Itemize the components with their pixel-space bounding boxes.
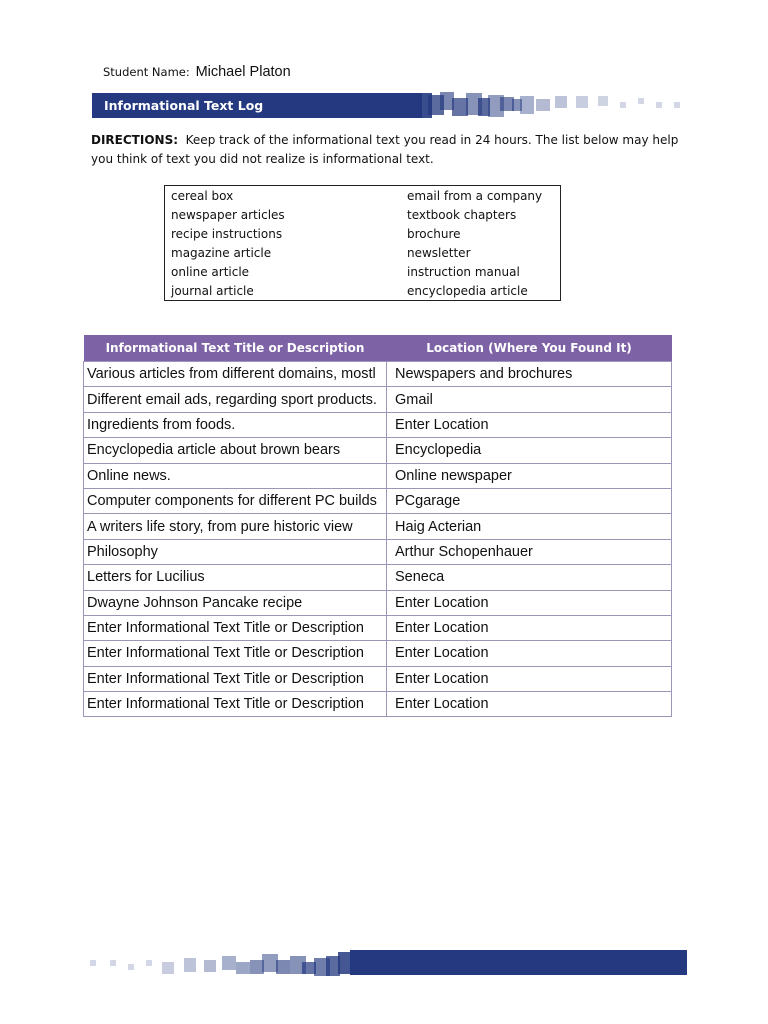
decorative-square [236, 962, 250, 974]
table-row [84, 412, 672, 437]
table-row [84, 362, 672, 387]
location-field[interactable]: Enter Location [387, 615, 672, 640]
example-item: online article [171, 265, 250, 279]
title-description-field[interactable]: Dwayne Johnson Pancake recipe [84, 590, 387, 615]
location-field[interactable]: Enter Location [387, 692, 672, 717]
table-row [84, 692, 672, 717]
location-field[interactable]: Haig Acterian [387, 514, 672, 539]
table-row [84, 666, 672, 691]
location-field[interactable]: Arthur Schopenhauer [387, 539, 672, 564]
footer-bar [350, 950, 687, 975]
title-description-field[interactable]: Online news. [84, 463, 387, 488]
student-name-field[interactable]: Michael Platon [195, 64, 291, 80]
title-description-field[interactable]: Philosophy [84, 539, 387, 564]
decorative-square [656, 102, 662, 108]
decorative-square [162, 962, 174, 974]
example-item: cereal box [171, 189, 234, 203]
table-row [84, 488, 672, 513]
title-description-field[interactable]: Letters for Lucilius [84, 565, 387, 590]
decorative-square [674, 102, 680, 108]
decorative-square [110, 960, 116, 966]
examples-left-column [171, 187, 285, 301]
directions [91, 131, 691, 169]
table-row [84, 565, 672, 590]
informational-text-log-table [83, 335, 672, 717]
decorative-square [128, 964, 134, 970]
title-description-field[interactable]: Enter Informational Text Title or Description [84, 666, 387, 691]
examples-right-column [407, 187, 542, 301]
decorative-square [222, 956, 236, 970]
decorative-square [555, 96, 567, 108]
location-field[interactable]: Online newspaper [387, 463, 672, 488]
example-item: journal article [171, 284, 254, 298]
decorative-square [184, 958, 196, 972]
title-description-field[interactable]: A writers life story, from pure historic view [84, 514, 387, 539]
decorative-square [620, 102, 626, 108]
directions-label: DIRECTIONS: [91, 133, 179, 147]
example-item: newspaper articles [171, 208, 285, 222]
student-name-line [103, 64, 291, 80]
table-row [84, 387, 672, 412]
title-description-field[interactable]: Ingredients from foods. [84, 412, 387, 437]
example-item: brochure [407, 227, 461, 241]
directions-text: Keep track of the informational text you read in 24 hours. The list below may help you think of text you did not realize is informational text. [91, 133, 679, 166]
location-field[interactable]: Enter Location [387, 641, 672, 666]
example-item: encyclopedia article [407, 284, 528, 298]
decorative-square [576, 96, 588, 108]
decorative-square [146, 960, 152, 966]
title-description-field[interactable]: Different email ads, regarding sport products. [84, 387, 387, 412]
page-title: Informational Text Log [104, 98, 264, 113]
location-field[interactable]: Encyclopedia [387, 438, 672, 463]
table-row [84, 463, 672, 488]
decorative-square [276, 960, 290, 974]
student-name-label: Student Name: [103, 65, 190, 79]
title-description-field[interactable]: Encyclopedia article about brown bears [84, 438, 387, 463]
example-item: magazine article [171, 246, 272, 260]
location-field[interactable]: Gmail [387, 387, 672, 412]
decorative-square [638, 98, 644, 104]
table-row [84, 615, 672, 640]
examples-box [164, 185, 561, 301]
decorative-square [90, 960, 96, 966]
example-item: email from a company [407, 189, 543, 203]
table-row [84, 438, 672, 463]
table-row [84, 590, 672, 615]
location-field[interactable]: Newspapers and brochures [387, 362, 672, 387]
decorative-square [520, 96, 534, 114]
title-description-field[interactable]: Computer components for different PC builds [84, 488, 387, 513]
table-row [84, 514, 672, 539]
location-field[interactable]: Enter Location [387, 666, 672, 691]
decorative-square [204, 960, 216, 972]
title-description-field[interactable]: Enter Informational Text Title or Description [84, 615, 387, 640]
location-field[interactable]: Seneca [387, 565, 672, 590]
example-item: newsletter [407, 246, 471, 260]
table-row [84, 641, 672, 666]
header-title-description: Informational Text Title or Description [84, 335, 387, 362]
decorative-square [598, 96, 608, 106]
title-description-field[interactable]: Enter Informational Text Title or Description [84, 692, 387, 717]
title-banner [92, 93, 422, 118]
title-description-field[interactable]: Enter Informational Text Title or Description [84, 641, 387, 666]
title-description-field[interactable]: Various articles from different domains, mostl [84, 362, 387, 387]
example-item: textbook chapters [407, 208, 517, 222]
table-row [84, 539, 672, 564]
location-field[interactable]: Enter Location [387, 412, 672, 437]
example-item: instruction manual [407, 265, 520, 279]
example-item: recipe instructions [171, 227, 283, 241]
decorative-square [536, 99, 550, 111]
table-header-row [84, 335, 672, 362]
header-location: Location (Where You Found It) [387, 335, 672, 362]
location-field[interactable]: PCgarage [387, 488, 672, 513]
location-field[interactable]: Enter Location [387, 590, 672, 615]
decorative-square [338, 952, 352, 974]
